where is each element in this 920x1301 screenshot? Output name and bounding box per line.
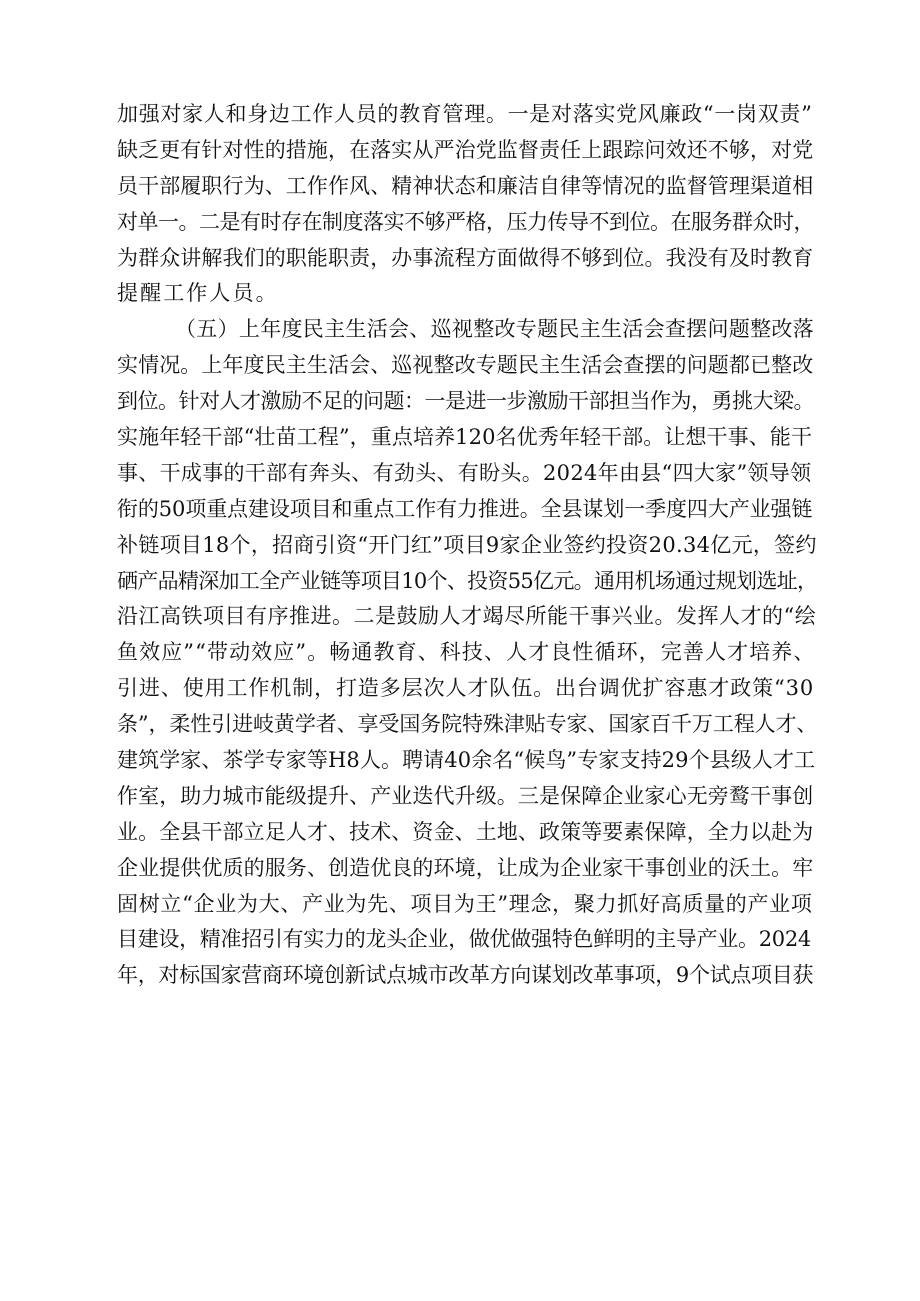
text-line: 补链项目18个，招商引资“开门红”项目9家企业签约投资20.34亿元，签约: [117, 532, 817, 557]
text-line: 加强对家人和身边工作人员的教育管理。一是对落实党风廉政“一岗双责”: [117, 102, 813, 126]
text-line: 年，对标国家营商环境创新试点城市改革方向谋划改革事项，9个试点项目获: [117, 963, 814, 988]
section-heading-line: （五）上年度民主生活会、巡视整改专题民主生活会查摆问题整改落: [175, 317, 814, 342]
text-line: 沿江高铁项目有序推进。二是鼓励人才竭尽所能干事兴业。发挥人才的“绘: [117, 604, 817, 629]
text-line: 缺乏更有针对性的措施，在落实从严治党监督责任上跟踪问效还不够，对党: [117, 137, 814, 162]
document-body: [117, 97, 817, 994]
text-line: 到位。针对人才激励不足的问题：一是进一步激励干部担当作为，勇挑大梁。: [117, 389, 814, 414]
text-line: 建筑学家、茶学专家等H8人。聘请40余名“候鸟”专家支持29个县级人才工: [117, 748, 816, 773]
text-line: 固树立“企业为大、产业为先、项目为王”理念，聚力抓好高质量的产业项: [117, 891, 813, 916]
text-line: 实情况。上年度民主生活会、巡视整改专题民主生活会查摆的问题都已整改: [117, 353, 814, 378]
text-line: 业。全县干部立足人才、技术、资金、土地、政策等要素保障，全力以赴为: [117, 819, 814, 844]
text-line: 鱼效应”“带动效应”。畅通教育、科技、人才良性循环，完善人才培养、: [117, 640, 816, 665]
text-line: 企业提供优质的服务、创造优良的环境，让成为企业家干事创业的沃土。牢: [117, 855, 814, 880]
text-line: 目建设，精准招引有实力的龙头企业，做优做强特色鲜明的主导产业。2024: [117, 927, 811, 952]
text-line: 实施年轻干部“壮苗工程”，重点培养120名优秀年轻干部。让想干事、能干: [117, 425, 813, 450]
text-line: 为群众讲解我们的职能职责，办事流程方面做得不够到位。我没有及时教育: [117, 245, 814, 270]
text-line: 员干部履职行为、工作作风、精神状态和廉洁自律等情况的监督管理渠道相: [117, 173, 814, 198]
text-line: 提醒工作人员。: [117, 281, 279, 306]
text-line: 衔的50项重点建设项目和重点工作有力推进。全县谋划一季度四大产业强链: [117, 496, 813, 521]
text-line: 作室，助力城市能级提升、产业迭代升级。三是保障企业家心无旁鹜干事创: [117, 783, 814, 808]
text-line: 对单一。二是有时存在制度落实不够严格，压力传导不到位。在服务群众时，: [117, 209, 814, 234]
text-line: 硒产品精深加工全产业链等项目10个、投资55亿元。通用机场通过规划选址，: [117, 568, 818, 593]
text-line: 条”，柔性引进岐黄学者、享受国务院特殊津贴专家、国家百千万工程人才、: [117, 712, 818, 737]
text-line: 事、干成事的干部有奔头、有劲头、有盼头。2024年由县“四大家”领导领: [117, 460, 812, 485]
text-line: 引进、使用工作机制，打造多层次人才队伍。出台调优扩容惠才政策“30: [117, 676, 815, 701]
